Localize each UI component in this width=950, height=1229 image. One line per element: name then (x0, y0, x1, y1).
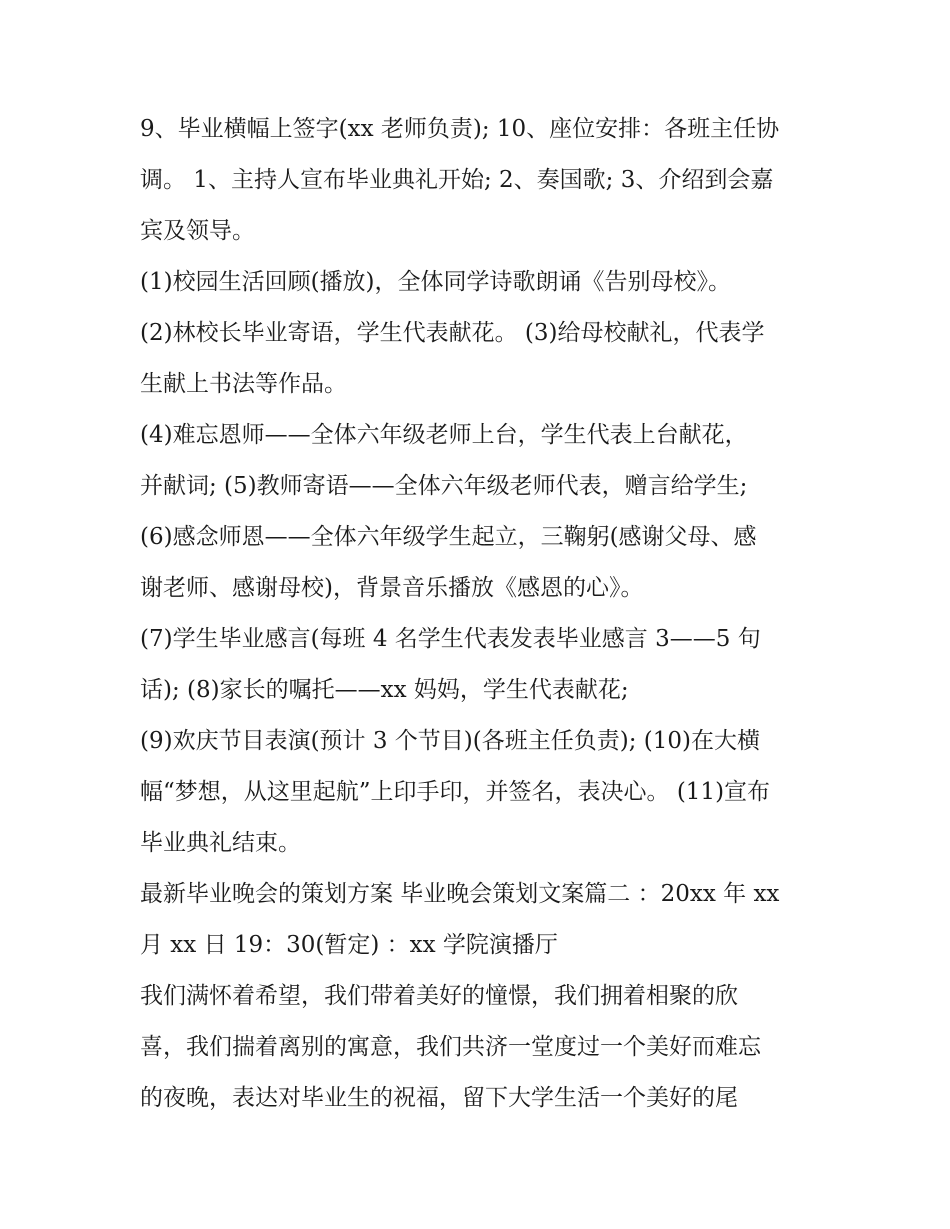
text-line: 的夜晚，表达对毕业生的祝福，留下大学生活一个美好的尾 (140, 1085, 738, 1111)
text-line: 话); (8)家长的嘱托——xx 妈妈，学生代表献花; (140, 677, 629, 703)
text-line: 毕业典礼结束。 (140, 830, 301, 856)
text-line: 幅“梦想，从这里起航”上印手印，并签名，表决心。 (11)宣布 (140, 779, 771, 805)
text-line: (9)欢庆节目表演(预计 3 个节目)(各班主任负责); (10)在大横 (140, 728, 761, 754)
text-line: (7)学生毕业感言(每班 4 名学生代表发表毕业感言 3——5 句 (140, 626, 761, 652)
text-line: 月 xx 日 19：30(暂定) ：xx 学院演播厅 (140, 932, 558, 958)
document-body (140, 104, 820, 1124)
section-heading-line: 最新毕业晚会的策划方案 毕业晚会策划文案篇二 ：20xx 年 xx (140, 881, 780, 907)
text-line: 喜，我们揣着离别的寓意，我们共济一堂度过一个美好而难忘 (140, 1034, 761, 1060)
text-line: 谢老师、感谢母校)，背景音乐播放《感恩的心》。 (140, 575, 644, 601)
text-line: (1)校园生活回顾(播放)，全体同学诗歌朗诵《告别母校》。 (140, 269, 732, 295)
text-line: 我们满怀着希望，我们带着美好的憧憬，我们拥着相聚的欣 (140, 983, 738, 1009)
text-line: 9、毕业横幅上签字(xx 老师负责); 10、座位安排：各班主任协 (140, 116, 780, 142)
text-line: 调。 1、主持人宣布毕业典礼开始; 2、奏国歌; 3、介绍到会嘉 (140, 167, 774, 193)
text-line: (6)感念师恩——全体六年级学生起立，三鞠躬(感谢父母、感 (140, 524, 757, 550)
text-line: 并献词; (5)教师寄语——全体六年级老师代表，赠言给学生; (140, 473, 748, 499)
text-line: (2)林校长毕业寄语，学生代表献花。 (3)给母校献礼，代表学 (140, 320, 765, 346)
text-line: (4)难忘恩师——全体六年级老师上台，学生代表上台献花， (140, 422, 748, 448)
text-line: 生献上书法等作品。 (140, 371, 347, 397)
text-line: 宾及领导。 (140, 218, 255, 244)
